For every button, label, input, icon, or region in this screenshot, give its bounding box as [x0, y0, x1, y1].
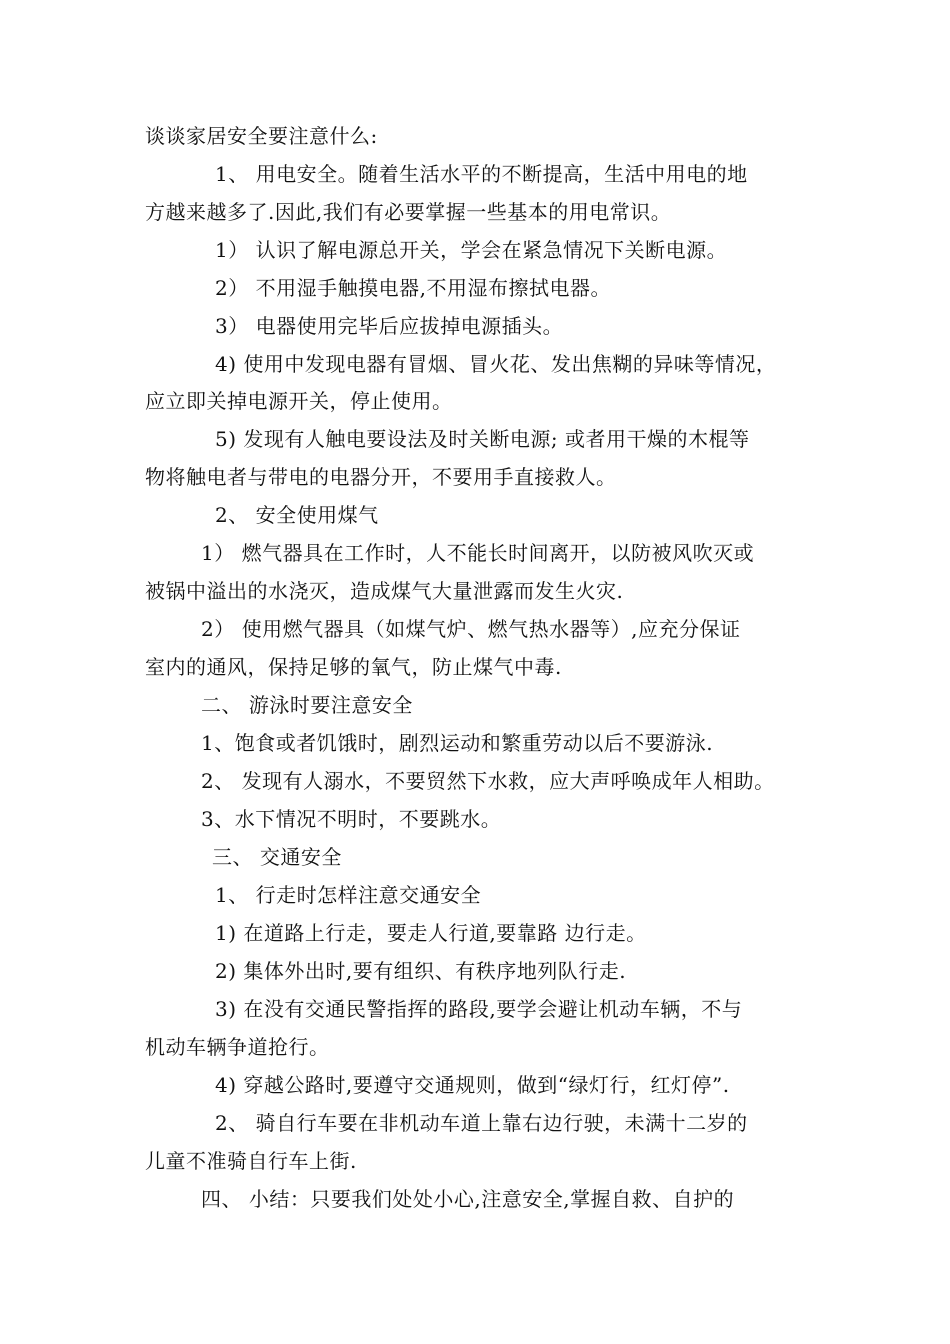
text-line: 被锅中溢出的水浇灭，造成煤气大量泄露而发生火灾. [145, 579, 624, 603]
heading-gas-safety: 2、 安全使用煤气 [215, 503, 379, 527]
text-line: 1) 在道路上行走，要走人行道,要靠路 边行走。 [215, 921, 647, 945]
text-line: 1、饱食或者饥饿时，剧烈运动和繁重劳动以后不要游泳. [201, 731, 714, 755]
text-line: 1、 用电安全。随着生活水平的不断提高，生活中用电的地 [215, 162, 748, 186]
text-line: 儿童不准骑自行车上街. [145, 1149, 357, 1173]
text-line: 2、 发现有人溺水，不要贸然下水救，应大声呼唤成年人相助。 [201, 769, 775, 793]
text-line: 4) 使用中发现电器有冒烟、冒火花、发出焦糊的异味等情况， [215, 352, 777, 376]
heading-walking-safety: 1、 行走时怎样注意交通安全 [215, 883, 482, 907]
heading-swimming-safety: 二、 游泳时要注意安全 [201, 693, 413, 717]
text-line: 应立即关掉电源开关，停止使用。 [145, 389, 453, 413]
text-line: 3) 在没有交通民警指挥的路段,要学会避让机动车辆，不与 [215, 997, 743, 1021]
text-line: 5) 发现有人触电要设法及时关断电源; 或者用干燥的木棍等 [215, 427, 750, 451]
text-line: 室内的通风，保持足够的氧气，防止煤气中毒. [145, 655, 562, 679]
text-line: 3） 电器使用完毕后应拔掉电源插头。 [215, 314, 564, 338]
text-line: 4) 穿越公路时,要遵守交通规则，做到“绿灯行，红灯停”. [215, 1073, 730, 1097]
text-line: 1） 认识了解电源总开关，学会在紧急情况下关断电源。 [215, 238, 728, 262]
text-line: 物将触电者与带电的电器分开，不要用手直接救人。 [145, 465, 617, 489]
heading-home-safety: 谈谈家居安全要注意什么: [145, 124, 378, 148]
text-line: 2） 不用湿手触摸电器,不用湿布擦拭电器。 [215, 276, 611, 300]
text-line: 2） 使用燃气器具（如煤气炉、燃气热水器等）,应充分保证 [201, 617, 741, 641]
text-line: 方越来越多了.因此,我们有必要掌握一些基本的用电常识。 [145, 200, 672, 224]
text-line: 机动车辆争道抢行。 [145, 1035, 330, 1059]
text-line: 3、水下情况不明时，不要跳水。 [201, 807, 502, 831]
text-line: 1） 燃气器具在工作时，人不能长时间离开，以防被风吹灭或 [201, 541, 755, 565]
summary-line: 四、 小结：只要我们处处小心,注意安全,掌握自救、自护的 [201, 1187, 735, 1211]
text-line: 2) 集体外出时,要有组织、有秩序地列队行走. [215, 959, 627, 983]
text-line: 2、 骑自行车要在非机动车道上靠右边行驶，未满十二岁的 [215, 1111, 748, 1135]
heading-traffic-safety: 三、 交通安全 [212, 845, 342, 869]
